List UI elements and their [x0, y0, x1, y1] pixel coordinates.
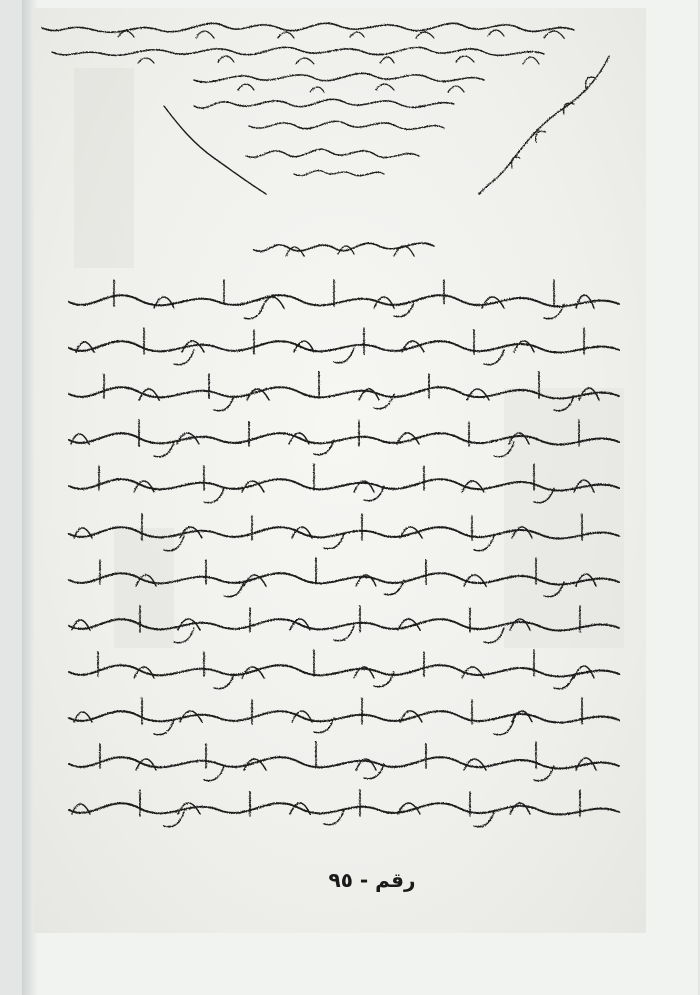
page-number: رقم - ٩٥	[328, 868, 416, 892]
manuscript-page	[22, 0, 698, 995]
handwritten-text-image	[34, 8, 646, 933]
manuscript-scan	[34, 8, 646, 933]
